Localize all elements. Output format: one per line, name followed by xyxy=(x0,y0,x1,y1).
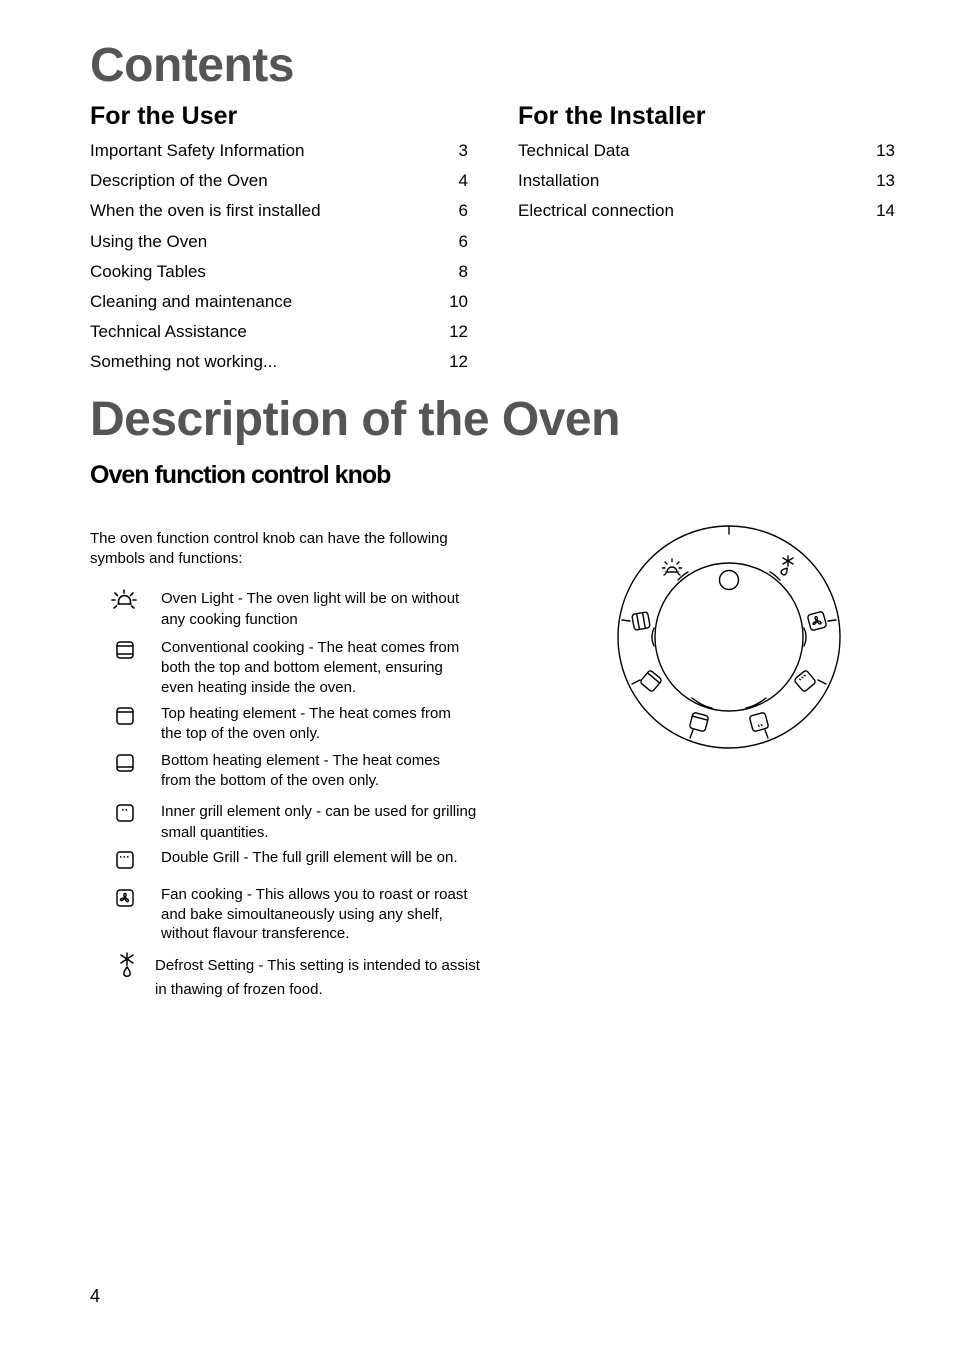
function-line: Conventional cooking - The heat comes from xyxy=(161,639,460,656)
function-line: Defrost Setting - This setting is intended to assist xyxy=(155,957,480,974)
toc-row[interactable] xyxy=(90,141,468,163)
toc-title: Description of the Oven xyxy=(90,171,268,190)
function-description xyxy=(161,704,451,744)
toc-row[interactable] xyxy=(90,201,468,223)
function-line: Inner grill element only - can be used for grilling xyxy=(161,803,477,820)
toc-row[interactable] xyxy=(518,141,895,163)
function-description xyxy=(155,954,480,1002)
function-line: small quantities. xyxy=(161,824,269,841)
defrost-icon xyxy=(117,951,137,979)
toc-row[interactable] xyxy=(518,201,895,223)
function-knob-diagram xyxy=(612,520,846,754)
toc-row[interactable] xyxy=(90,322,468,344)
toc-page: 13 xyxy=(876,171,895,190)
intro-line: symbols and functions: xyxy=(90,550,243,567)
intro-line: The oven function control knob can have the following xyxy=(90,530,448,547)
function-line: both the top and bottom element, ensuring xyxy=(161,659,443,676)
toc-page: 8 xyxy=(458,262,468,281)
top-heating-icon xyxy=(115,706,135,726)
toc-row[interactable] xyxy=(90,232,468,254)
toc-title: When the oven is first installed xyxy=(90,201,321,220)
fan-cooking-icon xyxy=(115,888,135,908)
toc-title: Technical Data xyxy=(518,141,630,160)
function-line: Double Grill - The full grill element will be on. xyxy=(161,849,458,866)
function-line: in thawing of frozen food. xyxy=(155,981,323,998)
function-line: Fan cooking - This allows you to roast or roast xyxy=(161,886,468,903)
toc-title: Using the Oven xyxy=(90,232,208,251)
inner-grill-icon xyxy=(115,803,135,823)
function-line: even heating inside the oven. xyxy=(161,679,357,696)
function-description xyxy=(161,801,476,843)
function-line: any cooking function xyxy=(161,611,298,628)
user-heading: For the User xyxy=(90,102,238,130)
page-number: 4 xyxy=(90,1286,101,1306)
installer-heading: For the Installer xyxy=(518,102,706,130)
toc-page: 6 xyxy=(458,232,468,251)
function-line: from the bottom of the oven only. xyxy=(161,772,380,789)
description-title: Description of the Oven xyxy=(90,393,620,446)
toc-page: 12 xyxy=(449,352,468,371)
toc-page: 13 xyxy=(876,141,895,160)
function-description xyxy=(161,848,458,868)
toc-page: 4 xyxy=(458,171,468,190)
toc-row[interactable] xyxy=(90,352,468,374)
function-description xyxy=(161,588,459,630)
function-line: Oven Light - The oven light will be on without xyxy=(161,590,460,607)
function-description xyxy=(161,885,468,944)
double-grill-icon xyxy=(115,850,135,870)
function-description xyxy=(161,751,440,791)
toc-title: Important Safety Information xyxy=(90,141,305,160)
function-line: without flavour transference. xyxy=(161,925,350,942)
function-line: and bake simoultaneously using any shelf, xyxy=(161,905,443,923)
toc-row[interactable] xyxy=(90,292,468,314)
toc-page: 6 xyxy=(458,201,468,220)
contents-title: Contents xyxy=(90,39,294,92)
toc-row[interactable] xyxy=(90,171,468,193)
conventional-cooking-icon xyxy=(115,640,135,660)
toc-page: 10 xyxy=(449,292,468,311)
toc-page: 14 xyxy=(876,201,895,220)
toc-page: 3 xyxy=(458,141,468,160)
toc-title: Cleaning and maintenance xyxy=(90,292,293,311)
toc-title: Installation xyxy=(518,171,600,190)
toc-page: 12 xyxy=(449,322,468,341)
function-line: Bottom heating element - The heat comes xyxy=(161,752,441,769)
intro-text xyxy=(90,529,448,569)
toc-title: Electrical connection xyxy=(518,201,674,220)
toc-title: Cooking Tables xyxy=(90,262,206,281)
function-description xyxy=(161,638,459,698)
toc-title: Technical Assistance xyxy=(90,322,247,341)
toc-row[interactable] xyxy=(518,171,895,193)
bottom-heating-icon xyxy=(115,753,135,773)
toc-title: Something not working... xyxy=(90,352,278,371)
toc-row[interactable] xyxy=(90,262,468,284)
description-subtitle: Oven function control knob xyxy=(90,461,391,489)
function-line: Top heating element - The heat comes from xyxy=(161,705,451,722)
oven-light-icon xyxy=(110,587,138,615)
function-line: the top of the oven only. xyxy=(161,725,321,742)
